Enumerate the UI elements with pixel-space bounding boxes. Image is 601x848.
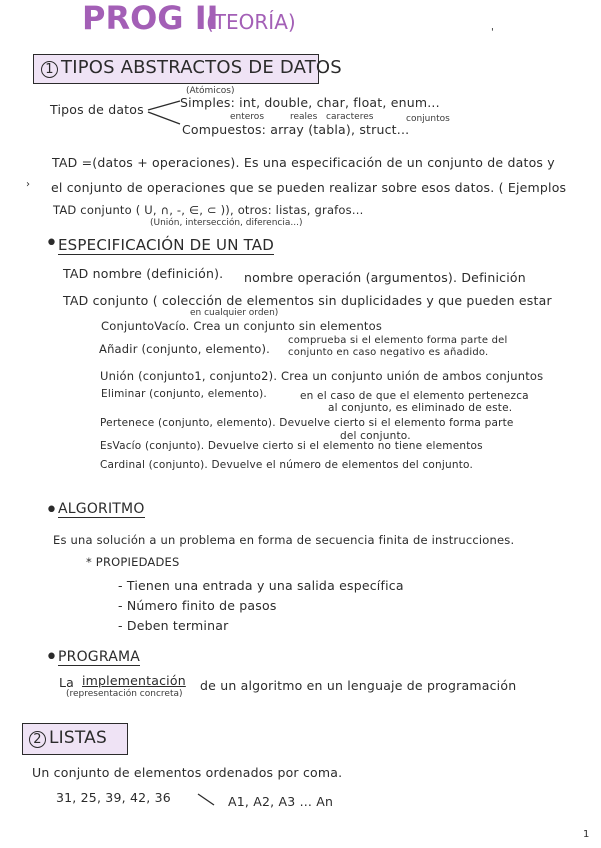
- op-cardinal: Cardinal (conjunto). Devuelve el número de elementos del conjunto.: [100, 459, 474, 471]
- bullet-programa: •: [45, 645, 58, 670]
- example-arrow: [196, 792, 218, 808]
- bullet-algoritmo: •: [45, 498, 58, 523]
- page-title: PROG II: [82, 0, 219, 37]
- compuestos-line: Compuestos: array (tabla), struct...: [182, 122, 410, 137]
- programa-def-term: implementación: [82, 673, 186, 688]
- programa-def-lead: La: [59, 675, 75, 690]
- margin-mark: ›: [26, 179, 30, 190]
- op-conjunto-vacio: ConjuntoVacío. Crea un conjunto sin elementos: [101, 319, 383, 333]
- programa-def-rest: de un algoritmo en un lenguaje de programación: [200, 678, 517, 693]
- op-eliminar-desc-1: en el caso de que el elemento pertenezca: [300, 390, 529, 402]
- page-number: 1: [583, 829, 590, 840]
- programa-def-note: (representación concreta): [66, 689, 183, 699]
- op-pertenece-desc-2: del conjunto.: [340, 430, 411, 442]
- propiedad-3: - Deben terminar: [118, 618, 229, 633]
- tad-definition-line-2: el conjunto de operaciones que se pueden realizar sobre esos datos. ( Ejemplos: [51, 180, 567, 195]
- tad-conjunto-spec-note: en cualquier orden): [190, 308, 279, 318]
- op-eliminar-desc-2: al conjunto, es eliminado de este.: [328, 402, 513, 414]
- algoritmo-definition: Es una solución a un problema en forma de secuencia finita de instrucciones.: [53, 533, 515, 547]
- listas-definition: Un conjunto de elementos ordenados por coma.: [32, 765, 343, 780]
- page-subtitle: (TEORÍA): [206, 10, 296, 34]
- op-pertenece: Pertenece (conjunto, elemento). Devuelve cierto si el elemento forma parte: [100, 417, 514, 429]
- atomicos-note: (Atómicos): [186, 86, 235, 96]
- section-2-title: LISTAS: [49, 728, 107, 748]
- simples-note-reales: reales: [290, 112, 318, 122]
- propiedad-2: - Número finito de pasos: [118, 598, 277, 613]
- propiedad-1: - Tienen una entrada y una salida específica: [118, 578, 404, 593]
- op-anadir-desc-2: conjunto en caso negativo es añadido.: [288, 347, 489, 358]
- tad-conjunto-note: (Unión, intersección, diferencia...): [150, 218, 303, 228]
- nombre-operacion: nombre operación (argumentos). Definición: [244, 270, 526, 285]
- op-anadir: Añadir (conjunto, elemento).: [99, 342, 271, 356]
- tad-nombre: TAD nombre (definición).: [63, 266, 224, 281]
- algoritmo-heading: ALGORITMO: [58, 501, 145, 517]
- especificacion-heading: ESPECIFICACIÓN DE UN TAD: [58, 236, 275, 254]
- section-1-title: TIPOS ABSTRACTOS DE DATOS: [61, 57, 342, 78]
- simples-note-caracteres: caracteres: [326, 112, 374, 122]
- programa-heading: PROGRAMA: [58, 649, 141, 665]
- listas-example-sequence: A1, A2, A3 ... An: [228, 794, 334, 809]
- tad-conjunto-example: TAD conjunto ( U, ∩, -, ∈, ⊂ )), otros: listas, grafos...: [53, 203, 364, 217]
- bullet-especificacion: •: [45, 231, 58, 256]
- op-union: Unión (conjunto1, conjunto2). Crea un conjunto unión de ambos conjuntos: [100, 369, 544, 383]
- tad-definition-line-1: TAD =(datos + operaciones). Es una especificación de un conjunto de datos y: [52, 155, 555, 170]
- listas-example-values: 31, 25, 39, 42, 36: [56, 790, 171, 805]
- op-eliminar: Eliminar (conjunto, elemento).: [101, 388, 267, 400]
- tad-conjunto-spec: TAD conjunto ( colección de elementos sin duplicidades y que pueden estar: [63, 293, 552, 308]
- tipos-de-datos-label: Tipos de datos: [50, 102, 144, 117]
- op-es-vacio: EsVacío (conjunto). Devuelve cierto si el elemento no tiene elementos: [100, 440, 483, 452]
- stray-mark: ': [491, 27, 494, 38]
- section-2-number: 2: [29, 731, 46, 748]
- simples-note-enteros: enteros: [230, 112, 265, 122]
- propiedades-heading: * PROPIEDADES: [86, 555, 180, 569]
- op-anadir-desc-1: comprueba si el elemento forma parte del: [288, 335, 508, 346]
- section-1-number: 1: [41, 61, 58, 78]
- simples-note-conjuntos: conjuntos: [406, 114, 450, 124]
- simples-line: Simples: int, double, char, float, enum...: [180, 95, 440, 110]
